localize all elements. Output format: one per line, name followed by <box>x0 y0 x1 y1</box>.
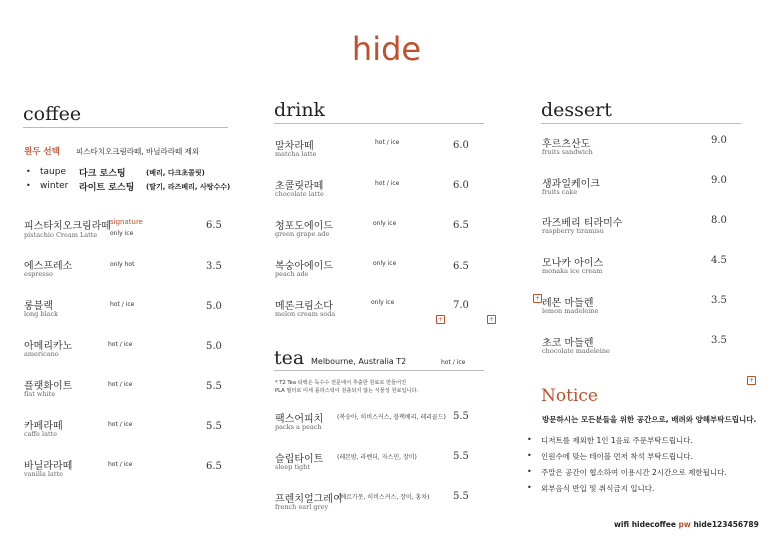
item-desc: (베르가못, 히비스커스, 장미, 홍차) <box>338 494 430 501</box>
item-option: hot / ice <box>108 421 133 428</box>
wifi-label: wifi <box>614 520 630 529</box>
item-sub: french earl grey <box>275 503 329 511</box>
item-sub: fruits sandwich <box>542 148 593 156</box>
item-option: only ice <box>373 220 397 227</box>
item-option: only ice <box>371 299 395 306</box>
item-option: hot / ice <box>375 180 400 187</box>
notice-lead: 방문하시는 모든분들을 위한 공간으로, 배려와 양해부탁드립니다. <box>542 415 757 424</box>
bean-note: (딸기, 라즈베리, 사탕수수) <box>146 183 231 191</box>
item-name: 카페라떼 <box>24 421 63 432</box>
item-price: 9.0 <box>711 175 727 186</box>
item-price: 3.5 <box>711 295 727 306</box>
item-sub: caffe latte <box>24 430 58 438</box>
item-price: 5.5 <box>206 421 222 432</box>
item-price: 6.0 <box>453 180 469 191</box>
item-sub: fruits cake <box>542 188 578 196</box>
item-name: 피스타치오크림라떼 <box>24 221 111 232</box>
notice-text: 디저트를 제외한 1인 1음료 주문부탁드립니다. <box>541 436 693 445</box>
item-price: 5.5 <box>453 411 469 422</box>
item-sub: matcha latte <box>275 150 317 158</box>
item-price: 3.5 <box>711 335 727 346</box>
wifi-password: hide123456789 <box>693 520 759 529</box>
coffee-rule <box>23 127 228 128</box>
item-price: 7.0 <box>453 300 469 311</box>
notice-title: Notice <box>541 386 598 406</box>
item-name: 플랫화이트 <box>24 381 73 392</box>
item-sub: long black <box>24 310 59 318</box>
notice-text: 외부음식 반입 및 취식금지 입니다. <box>541 484 655 493</box>
bean-roast: 라이트 로스팅 <box>79 183 135 193</box>
bean-name: taupe <box>40 167 66 177</box>
plus-icon: + <box>534 295 541 302</box>
item-price: 4.5 <box>711 255 727 266</box>
item-option: hot / ice <box>108 381 133 388</box>
item-desc: (레몬밤, 라벤더, 자스민, 장미) <box>337 454 417 461</box>
item-name: 청포도에이드 <box>275 221 333 232</box>
item-price: 9.0 <box>711 135 727 146</box>
item-option: only hot <box>110 261 135 268</box>
item-price: 3.5 <box>206 261 222 272</box>
item-option: hot / ice <box>108 341 133 348</box>
item-option: only ice <box>110 230 134 237</box>
item-price: 5.0 <box>206 301 222 312</box>
plus-icon: + <box>748 377 755 384</box>
item-sub: lemon madeleine <box>542 307 599 315</box>
notice-text: 인원수에 맞는 테이블 먼저 착석 부탁드립니다. <box>541 452 693 461</box>
brand-logo: hide <box>351 30 422 68</box>
item-sub: flat white <box>24 390 56 398</box>
drink-rule <box>274 123 484 124</box>
item-name: 말차라떼 <box>275 141 314 152</box>
dessert-title: dessert <box>541 99 612 121</box>
item-name: 복숭아에이드 <box>275 261 333 272</box>
item-name: 프렌치얼그레이 <box>275 494 343 505</box>
tea-rule <box>274 370 484 371</box>
tea-note: * T2 Tea 티백은 독수수 전문에서 추출한 원료로 만들어진 <box>275 380 407 386</box>
item-name: 레몬 마들렌 <box>542 298 594 309</box>
item-name: 생과일케이크 <box>542 179 600 190</box>
drink-title: drink <box>274 99 326 121</box>
item-option: hot / ice <box>108 461 133 468</box>
item-option: hot / ice <box>375 139 400 146</box>
item-price: 6.5 <box>206 220 222 231</box>
bean-note: (베리, 다크초콜릿) <box>146 169 205 177</box>
bean-select-label: 원두 선택 <box>24 147 60 157</box>
wifi-info <box>614 520 759 529</box>
item-sub: espresso <box>24 270 53 278</box>
item-sub: raspberry tiramisu <box>542 227 604 235</box>
dessert-rule <box>541 123 741 124</box>
item-name: 라즈베리 티라미수 <box>542 218 623 229</box>
item-sub: monaka ice cream <box>542 267 603 275</box>
item-sub: chocolate latte <box>275 190 324 198</box>
item-price: 8.0 <box>711 215 727 226</box>
item-option: hot / ice <box>110 301 135 308</box>
tea-note: PLA 필터로 미세 플라스틱이 검출되지 않는 식물성 원료입니다. <box>275 388 419 394</box>
plus-icon: + <box>437 316 444 323</box>
item-sub: vanilla latte <box>24 470 63 478</box>
tea-title: tea <box>274 347 305 369</box>
item-sub: melon cream soda <box>275 310 336 318</box>
item-name: 바닐라라떼 <box>24 461 73 472</box>
item-sub: sleep tight <box>275 463 310 471</box>
item-name: 롱블랙 <box>24 301 53 312</box>
wifi-ssid: hidecoffee <box>631 520 676 529</box>
item-name: 에스프레소 <box>24 261 73 272</box>
item-price: 6.5 <box>453 261 469 272</box>
bean-roast: 다크 로스팅 <box>79 169 126 179</box>
item-sub: green grape ade <box>275 230 330 238</box>
item-name: 슬립타이트 <box>275 454 324 465</box>
item-sub: chocolate madeleine <box>542 347 610 355</box>
item-name: 초코 마들렌 <box>542 338 594 349</box>
item-name: 후르츠산도 <box>542 139 591 150</box>
coffee-title: coffee <box>23 103 82 125</box>
bean-select-note: 피스타치오크림라떼, 바닐라라떼 제외 <box>76 147 200 156</box>
item-price: 6.5 <box>453 220 469 231</box>
item-price: 5.0 <box>206 341 222 352</box>
tea-origin: Melbourne, Australia T2 <box>311 357 407 366</box>
item-price: 6.5 <box>206 461 222 472</box>
item-name: 초콜릿라떼 <box>275 181 324 192</box>
notice-text: 주말은 공간이 협소하여 이용시간 2시간으로 제한됩니다. <box>541 468 727 477</box>
item-sub: packs a peach <box>275 423 322 431</box>
item-name: 모나카 아이스 <box>542 258 604 269</box>
item-sub: peach ade <box>275 270 309 278</box>
item-price: 6.0 <box>453 140 469 151</box>
item-name: 메론크림소다 <box>275 301 333 312</box>
item-sub: pistachio Cream Latte <box>24 231 98 239</box>
item-sub: americano <box>24 350 59 358</box>
plus-icon: + <box>488 316 495 323</box>
wifi-pw-label: pw <box>678 520 691 529</box>
item-name: 아메리카노 <box>24 341 73 352</box>
signature-tag: signature <box>110 218 143 226</box>
item-price: 5.5 <box>206 381 222 392</box>
item-price: 5.5 <box>453 491 469 502</box>
item-price: 5.5 <box>453 451 469 462</box>
item-option: only ice <box>373 260 397 267</box>
item-desc: (복숭아, 히비스커스, 블랙베리, 레리골드) <box>337 414 446 421</box>
bean-name: winter <box>40 181 69 191</box>
tea-option: hot / ice <box>441 359 466 366</box>
item-name: 팩스어피치 <box>275 414 324 425</box>
